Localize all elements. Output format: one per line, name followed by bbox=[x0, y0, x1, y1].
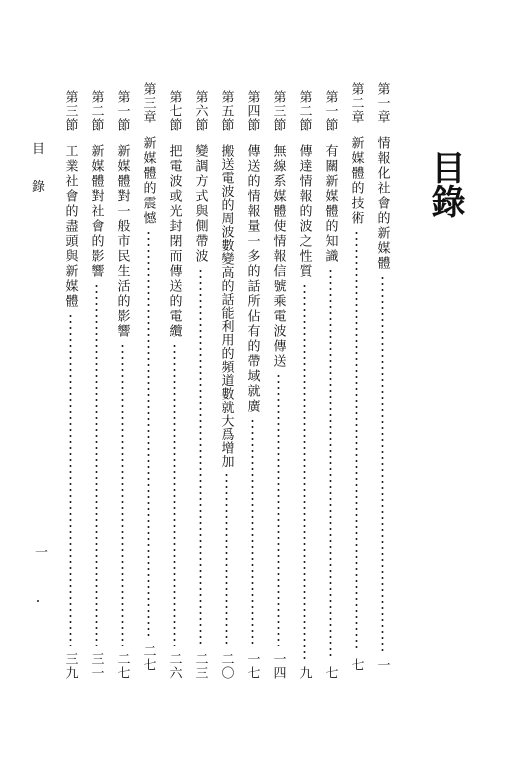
toc-entry bbox=[294, 90, 314, 680]
entry-label: 第一章 bbox=[374, 82, 390, 124]
entry-page: 二〇 bbox=[218, 652, 234, 680]
entry-label: 第三節 bbox=[270, 90, 286, 132]
dot-leader bbox=[199, 268, 202, 646]
dot-leader bbox=[381, 275, 384, 652]
dot-leader bbox=[147, 230, 150, 638]
entry-page: 二七 bbox=[114, 652, 130, 680]
entry-label: 第三節 bbox=[62, 90, 78, 132]
dot-leader bbox=[251, 418, 254, 646]
entry-label: 第四節 bbox=[244, 90, 260, 132]
entry-label: 第七節 bbox=[166, 90, 182, 132]
entry-text: 情報化社會的新媒體 bbox=[374, 136, 390, 271]
dot-leader bbox=[121, 343, 124, 646]
entry-text: 把電波或光封閉而傳送的電纜 bbox=[166, 144, 182, 339]
entry-page: 三九 bbox=[62, 652, 78, 680]
entry-page: 三一 bbox=[88, 652, 104, 680]
toc-entry bbox=[112, 90, 132, 680]
dot-leader bbox=[69, 313, 72, 646]
entry-page: 一 bbox=[374, 658, 390, 672]
toc-entry bbox=[346, 82, 366, 672]
entry-page: 七 bbox=[348, 658, 364, 672]
dot-leader bbox=[225, 472, 228, 646]
folio-dot bbox=[37, 600, 39, 602]
entry-label: 第二節 bbox=[296, 90, 312, 132]
entry-page: 二七 bbox=[140, 644, 156, 672]
entry-label: 第一節 bbox=[114, 90, 130, 132]
entry-page: 二三 bbox=[192, 652, 208, 680]
entry-page: 九 bbox=[296, 666, 312, 680]
toc-entry bbox=[268, 90, 288, 680]
toc-entry bbox=[372, 82, 392, 672]
entry-text: 有關新媒體的知識 bbox=[322, 144, 338, 264]
dot-leader bbox=[277, 373, 280, 646]
entry-text: 搬送電波的周波數變高的話能利用的頻道數就大爲增加 bbox=[218, 144, 234, 468]
entry-text: 變調方式與側帶波 bbox=[192, 144, 208, 264]
entry-page: 一四 bbox=[270, 652, 286, 680]
toc-entry bbox=[164, 90, 184, 680]
toc-entry bbox=[86, 90, 106, 680]
entry-label: 第五節 bbox=[218, 90, 234, 132]
entry-text: 傳達情報的波之性質 bbox=[296, 144, 312, 279]
entry-page: 一七 bbox=[244, 652, 260, 680]
entry-page: 二六 bbox=[166, 652, 182, 680]
running-header-lu: 錄 bbox=[32, 180, 46, 195]
dot-leader bbox=[173, 343, 176, 646]
toc-entry bbox=[216, 90, 236, 680]
toc-entry bbox=[60, 90, 80, 680]
toc-entry bbox=[190, 90, 210, 680]
dot-leader bbox=[95, 283, 98, 646]
dot-leader bbox=[303, 283, 306, 660]
entry-label: 第一節 bbox=[322, 90, 338, 132]
entry-text: 新媒體對社會的影響 bbox=[88, 144, 104, 279]
entry-text: 工業社會的盡頭與新媒體 bbox=[62, 144, 78, 309]
toc-entry bbox=[138, 82, 158, 672]
toc-title: 目錄 bbox=[425, 150, 465, 218]
dot-leader bbox=[355, 230, 358, 652]
entry-label: 第二節 bbox=[88, 90, 104, 132]
entry-text: 新媒體的震憾 bbox=[140, 136, 156, 226]
entry-label: 第六節 bbox=[192, 90, 208, 132]
entry-page: 七 bbox=[322, 666, 338, 680]
entry-text: 傳送的情報量一多的話所佔有的帶域就廣 bbox=[244, 144, 260, 414]
dot-leader bbox=[329, 268, 332, 660]
toc-entry bbox=[320, 90, 340, 680]
entry-text: 新媒體對一般市民生活的影響 bbox=[114, 144, 130, 339]
entry-label: 第二章 bbox=[348, 82, 364, 124]
entry-text: 新媒體的技術 bbox=[348, 136, 364, 226]
page-folio: 一 bbox=[32, 545, 47, 558]
running-header-mu: 目 bbox=[32, 142, 46, 157]
entry-text: 無線系媒體使情報信號乘電波傳送 bbox=[270, 144, 286, 369]
toc-entry bbox=[242, 90, 262, 680]
entry-label: 第三章 bbox=[140, 82, 156, 124]
